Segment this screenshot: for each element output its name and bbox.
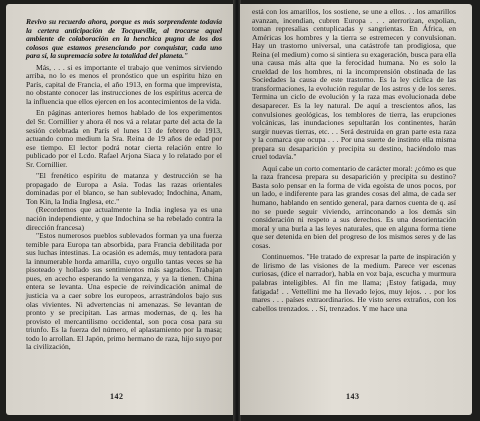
paragraph: Continuemos. "He tratado de expresar la parte de inspiración y de lirismo de las visiones de la medium. Parece ver escenas curiosas, (dice el narrador), habla en voz baja, escucha y murmura palabras inteligibles. Al fin me llama; ¡Estoy fatigada, muy fatigada! . . Vettellini me ha llevado lejos, muy lejos. . . por los mares . . . países extraordinarios. He visto seres extraños, con los cabellos trenzados. . . Sí, trenzados. Y me hace una xyxy=(252,252,456,313)
paragraph: está con los amarillos, los sostiene, se une a ellos. . . los amarillos avanzan, incendian, cubren Europa . . . aterrorizan, expolian, toman represalias centuplicadas y sangrientas. En África, en Américas los hombres y la tierra se estremecen y convulsionan. Hay un trastorno universal, una catástrofe tan prodigiosa, que Reina (el medium) como si sintiera su exageración, busca para ella una causa más alta que la ferocidad humana. No es solo la crueldad de los hombres, ni la incomprensión obstinada de las Sociedades la causa de este trastorno. Es la ley cíclica de las transformaciones, la evolución regular de los astros y de los seres. Termina un ciclo de evolución y la raza mas evolucionada debe desaparecer. Es la ley natural. De aquí a trescientos años, las convulsiones geológicas, los temblores de tierra, las erupciones volcánicas, las inundaciones sepultarán los continentes, harán surgir nuevas tierras, etc. . . Será destruida en gran parte esta raza y la comarca que ocupa . . . Por una suerte de instinto ella misma prepara su desaparición y precipita su destino, haciéndolo mas cruel todavía." xyxy=(252,7,456,162)
left-page-text xyxy=(26,18,222,352)
right-page-text xyxy=(252,8,456,313)
paragraph: En páginas anteriores hemos hablado de los experimentos del Sr. Cornillier y ahora él nos vá a relatar parte del acta de la sesión celebrada en París el lunes 13 de febrero de 1913, actuando como medium la Sra. Reina de 19 años de edad por ese tiempo. El lector podrá notar cierta relación entre lo publicado por el Lcdo. Rafael Arjona Siaca y lo relatado por el Sr. Cornillier. xyxy=(26,108,222,169)
page-number: 143 xyxy=(346,392,360,401)
paragraph: Aquí cabe un corto comentario de carácter moral: ¿cómo es que la raza francesa prepara su desaparición y precipita su destino? Basta solo pensar en la forma de vida egoísta de unos pocos, por un lado, e indiferente para las grandes cosas del alma, de cada ser humano, hablando en sentido general, para darnos cuenta de q. así no se puede seguir viviendo, arrinconando a los demás sin consideración ni respeto a sus derechos. Es una desorientación moral y una burla a las leyes naturales, que en alguna forma tiene que ser detenida en bien del progreso de los mismos seres y de las cosas. xyxy=(252,163,456,250)
paragraph: "Estos numerosos pueblos sublevados forman ya una fuerza temible para Europa tan absorbida, para Francia debilitada por sus luchas intestinas. La ocasión es además, muy tentadora para la innumerable horda amarilla, cuyo orgullo tantas veces se ha pisoteado y hollado sus sentimientos más sagrados. Trabajan pues, en acecho esperando la venganza, y ya la tienen. China entera se levanta. Una especie de reivindicación animal de justicia va a caer sobre los europeos, arrastrándolos bajo sus olas vivientes. Ni advertencias ni amenazas. Se levantan de pronto y se precipitan. Las armas modernas, de q. les ha provisto el mercantilismo occidental, son poca cosa para su triunfo. Es la fuerza del número, el aplastamiento por la masa; todo lo arrollan. El Japón, primo hermano de raza, hijo suyo por la civilización, xyxy=(26,231,222,352)
paragraph: Revivo su recuerdo ahora, porque es más sorprendente todavía la certera anticipación de Tocqueville, al trocarse aquel ambiente de colaboración en la henchica pugna de los dos colosos que estamos presenciando por conquistar, cada uno para sí, la supremacía sobre la totalidad del planeta." xyxy=(26,17,222,61)
right-page xyxy=(240,4,472,415)
paragraph: (Recordemos que actualmente la India inglesa ya es una nación independiente, y que Indochina se ha rebelado contra la dirección francesa) xyxy=(26,205,222,232)
paragraph: Más, . . . si es importante el trabajo que venimos sirviendo arriba, no lo es menos el pronóstico que un espíritu hizo en París, capital de Francia, el año 1913, en forma que imprevista, no obstante conocer las instrucciones de los espíritus acerca de la influencia que ellos ejercen en los acontecimientos de la vida. xyxy=(26,62,222,106)
left-page xyxy=(6,4,234,415)
paragraph: "El frenético espíritu de matanza y destrucción se ha propagado de Europa a Asia. Todas las razas orientales dominadas por el blanco, se han sublevado; Indochina, Anam, Ton Kin, la India Inglesa, etc." xyxy=(26,171,222,206)
page-number: 142 xyxy=(110,392,124,401)
